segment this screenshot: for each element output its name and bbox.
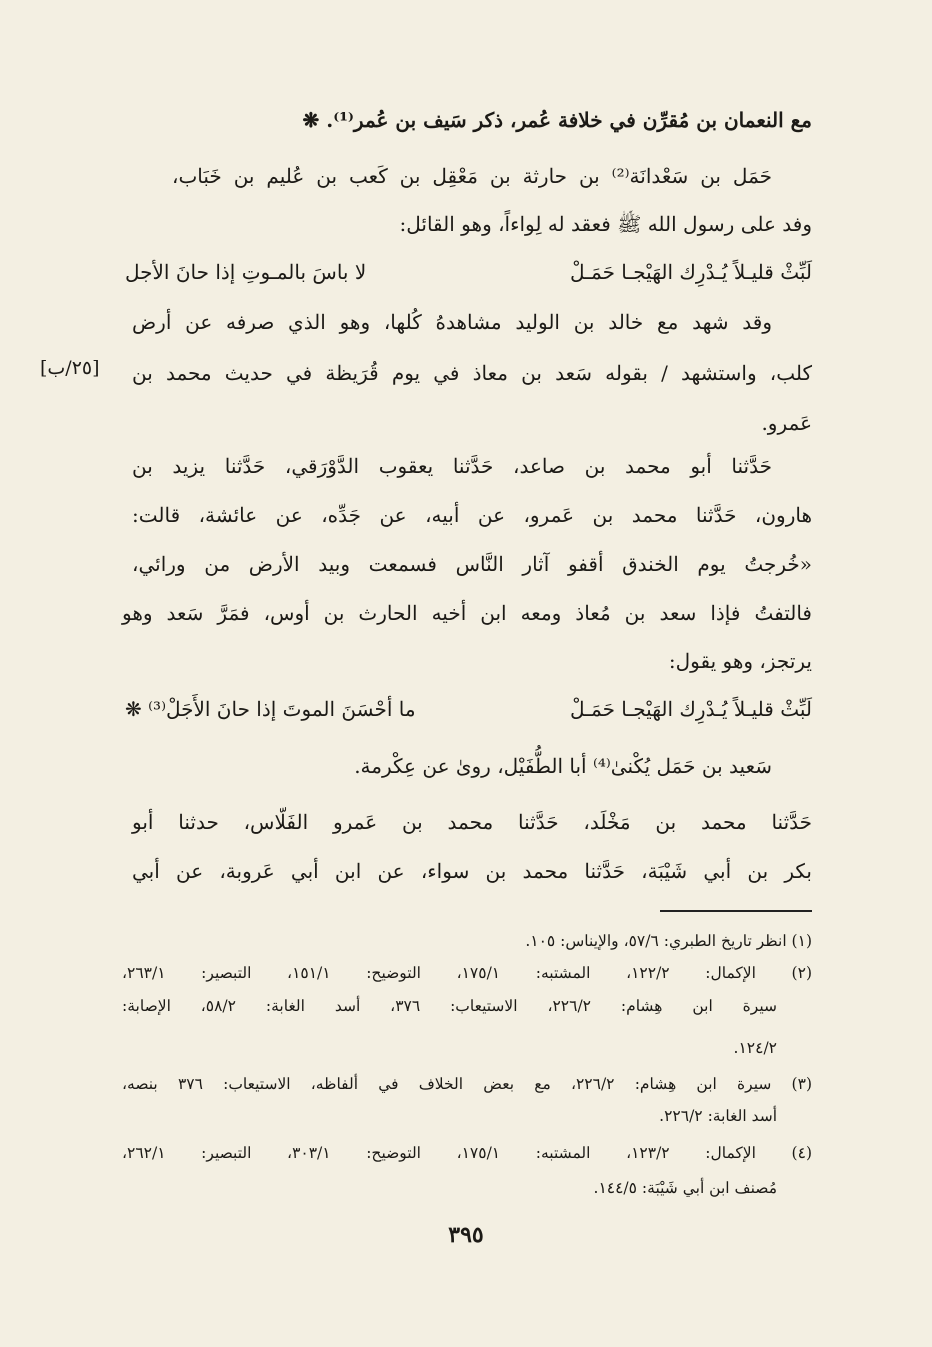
verse-2-right-hemistich: لَبِّثْ قليـلاً يُـدْرِك الهَيْجـا حَمَـلْ [570, 697, 812, 721]
footnote-3-line-2: أسد الغابة: ٢٢٦/٢. [659, 1107, 777, 1125]
footnote-4-line-1: (٤) الإكمال: ١٢٣/٢، المشتبه: ١٧٥/١، التوضيح: ٣٠٣/١، التبصير: ٢٦٢/١، [122, 1144, 812, 1162]
text-line-5: كلب، واستشهد / بقوله سَعد بن معاذ في يوم قُرَيظة في حديث محمد بن [132, 361, 812, 385]
text-line-11: يرتجز، وهو يقول: [668, 649, 812, 673]
text-line-4: وقد شهد مع خالد بن الوليد مشاهدهُ كُلها، وهو الذي صرفه عن أرض [132, 310, 772, 334]
text-line-12: سَعيد بن حَمَل يُكْنىٰ⁽⁴⁾ أبا الطُّفَيْل، روىٰ عن عِكْرمة. [354, 754, 772, 778]
footnote-2-line-3: ١٢٤/٢. [733, 1039, 777, 1057]
text-line-7: حَدَّثنا أبو محمد بن صاعد، حَدَّثنا يعقوب الدَّوْرَقي، حَدَّثنا يزيد بن [132, 454, 772, 478]
text-line-3: وفد على رسول الله ﷺ فعقد له لِواءاً، وهو القائل: [399, 212, 812, 236]
text-line-14: بكر بن أبي شَيْبَة، حَدَّثنا محمد بن سواء، عن ابن أبي عَروبة، عن أبي [132, 859, 812, 883]
text-line-13: حَدَّثنا محمد بن مَخْلَد، حَدَّثنا محمد بن عَمرو الفَلّاس، حدثنا أبو [132, 810, 812, 834]
text-line-6: عَمرو. [761, 411, 812, 435]
text-line-1: مع النعمان بن مُقرِّن في خلافة عُمر، ذكر سَيف بن عُمر⁽¹⁾. ❋ [302, 108, 812, 132]
verse-1-right-hemistich: لَبِّثْ قليـلاً يُـدْرِك الهَيْجـا حَمَـلْ [570, 260, 812, 284]
text-line-9: «خُرجتُ يوم الخندق أقفو آثار النَّاس فسمعت وبيد الأرض من ورائي، [132, 552, 812, 576]
footnote-3-line-1: (٣) سيرة ابن هِشام: ٢٢٦/٢، مع بعض الخلاف في ألفاظه، الاستيعاب: ٣٧٦ بنصه، [122, 1075, 812, 1093]
text-line-10: فالتفتُ فإذا سعد بن مُعاذ ومعه ابن أخيه الحارث بن أوس، فمَرَّ سَعد وهو [122, 601, 812, 625]
margin-folio-note: [٢٥/ب] [40, 357, 100, 379]
text-line-2: حَمَل بن سَعْدانَة⁽²⁾ بن حارثة بن مَعْقِل بن كَعب بن عُليم بن خَبَاب، [172, 164, 772, 188]
footnote-2-line-2: سيرة ابن هِشام: ٢٢٦/٢، الاستيعاب: ٣٧٦، أسد الغابة: ٥٨/٢، الإصابة: [122, 997, 777, 1015]
footnote-1: (١) انظر تاريخ الطبري: ٥٧/٦، والإيناس: ١٠٥. [525, 932, 812, 950]
footnote-separator [660, 910, 812, 912]
footnote-2-line-1: (٢) الإكمال: ١٢٢/٢، المشتبه: ١٧٥/١، التوضيح: ١٥١/١، التبصير: ٢٦٣/١، [122, 964, 812, 982]
footnote-4-line-2: مُصنف ابن أبي شَيْبَة: ١٤٤/٥. [593, 1179, 777, 1197]
page-number: ٣٩٥ [448, 1222, 484, 1248]
verse-1-left-hemistich: لا باسَ بالمـوتِ إذا حانَ الأجل [125, 260, 367, 284]
text-line-8: هارون، حَدَّثنا محمد بن عَمرو، عن أبيه، عن جَدِّه، عن عائشة، قالت: [132, 503, 812, 527]
verse-2-left-hemistich: ما أحْسَنَ الموتَ إذا حانَ الأَجَلْ⁽³⁾ ❋ [125, 697, 416, 721]
